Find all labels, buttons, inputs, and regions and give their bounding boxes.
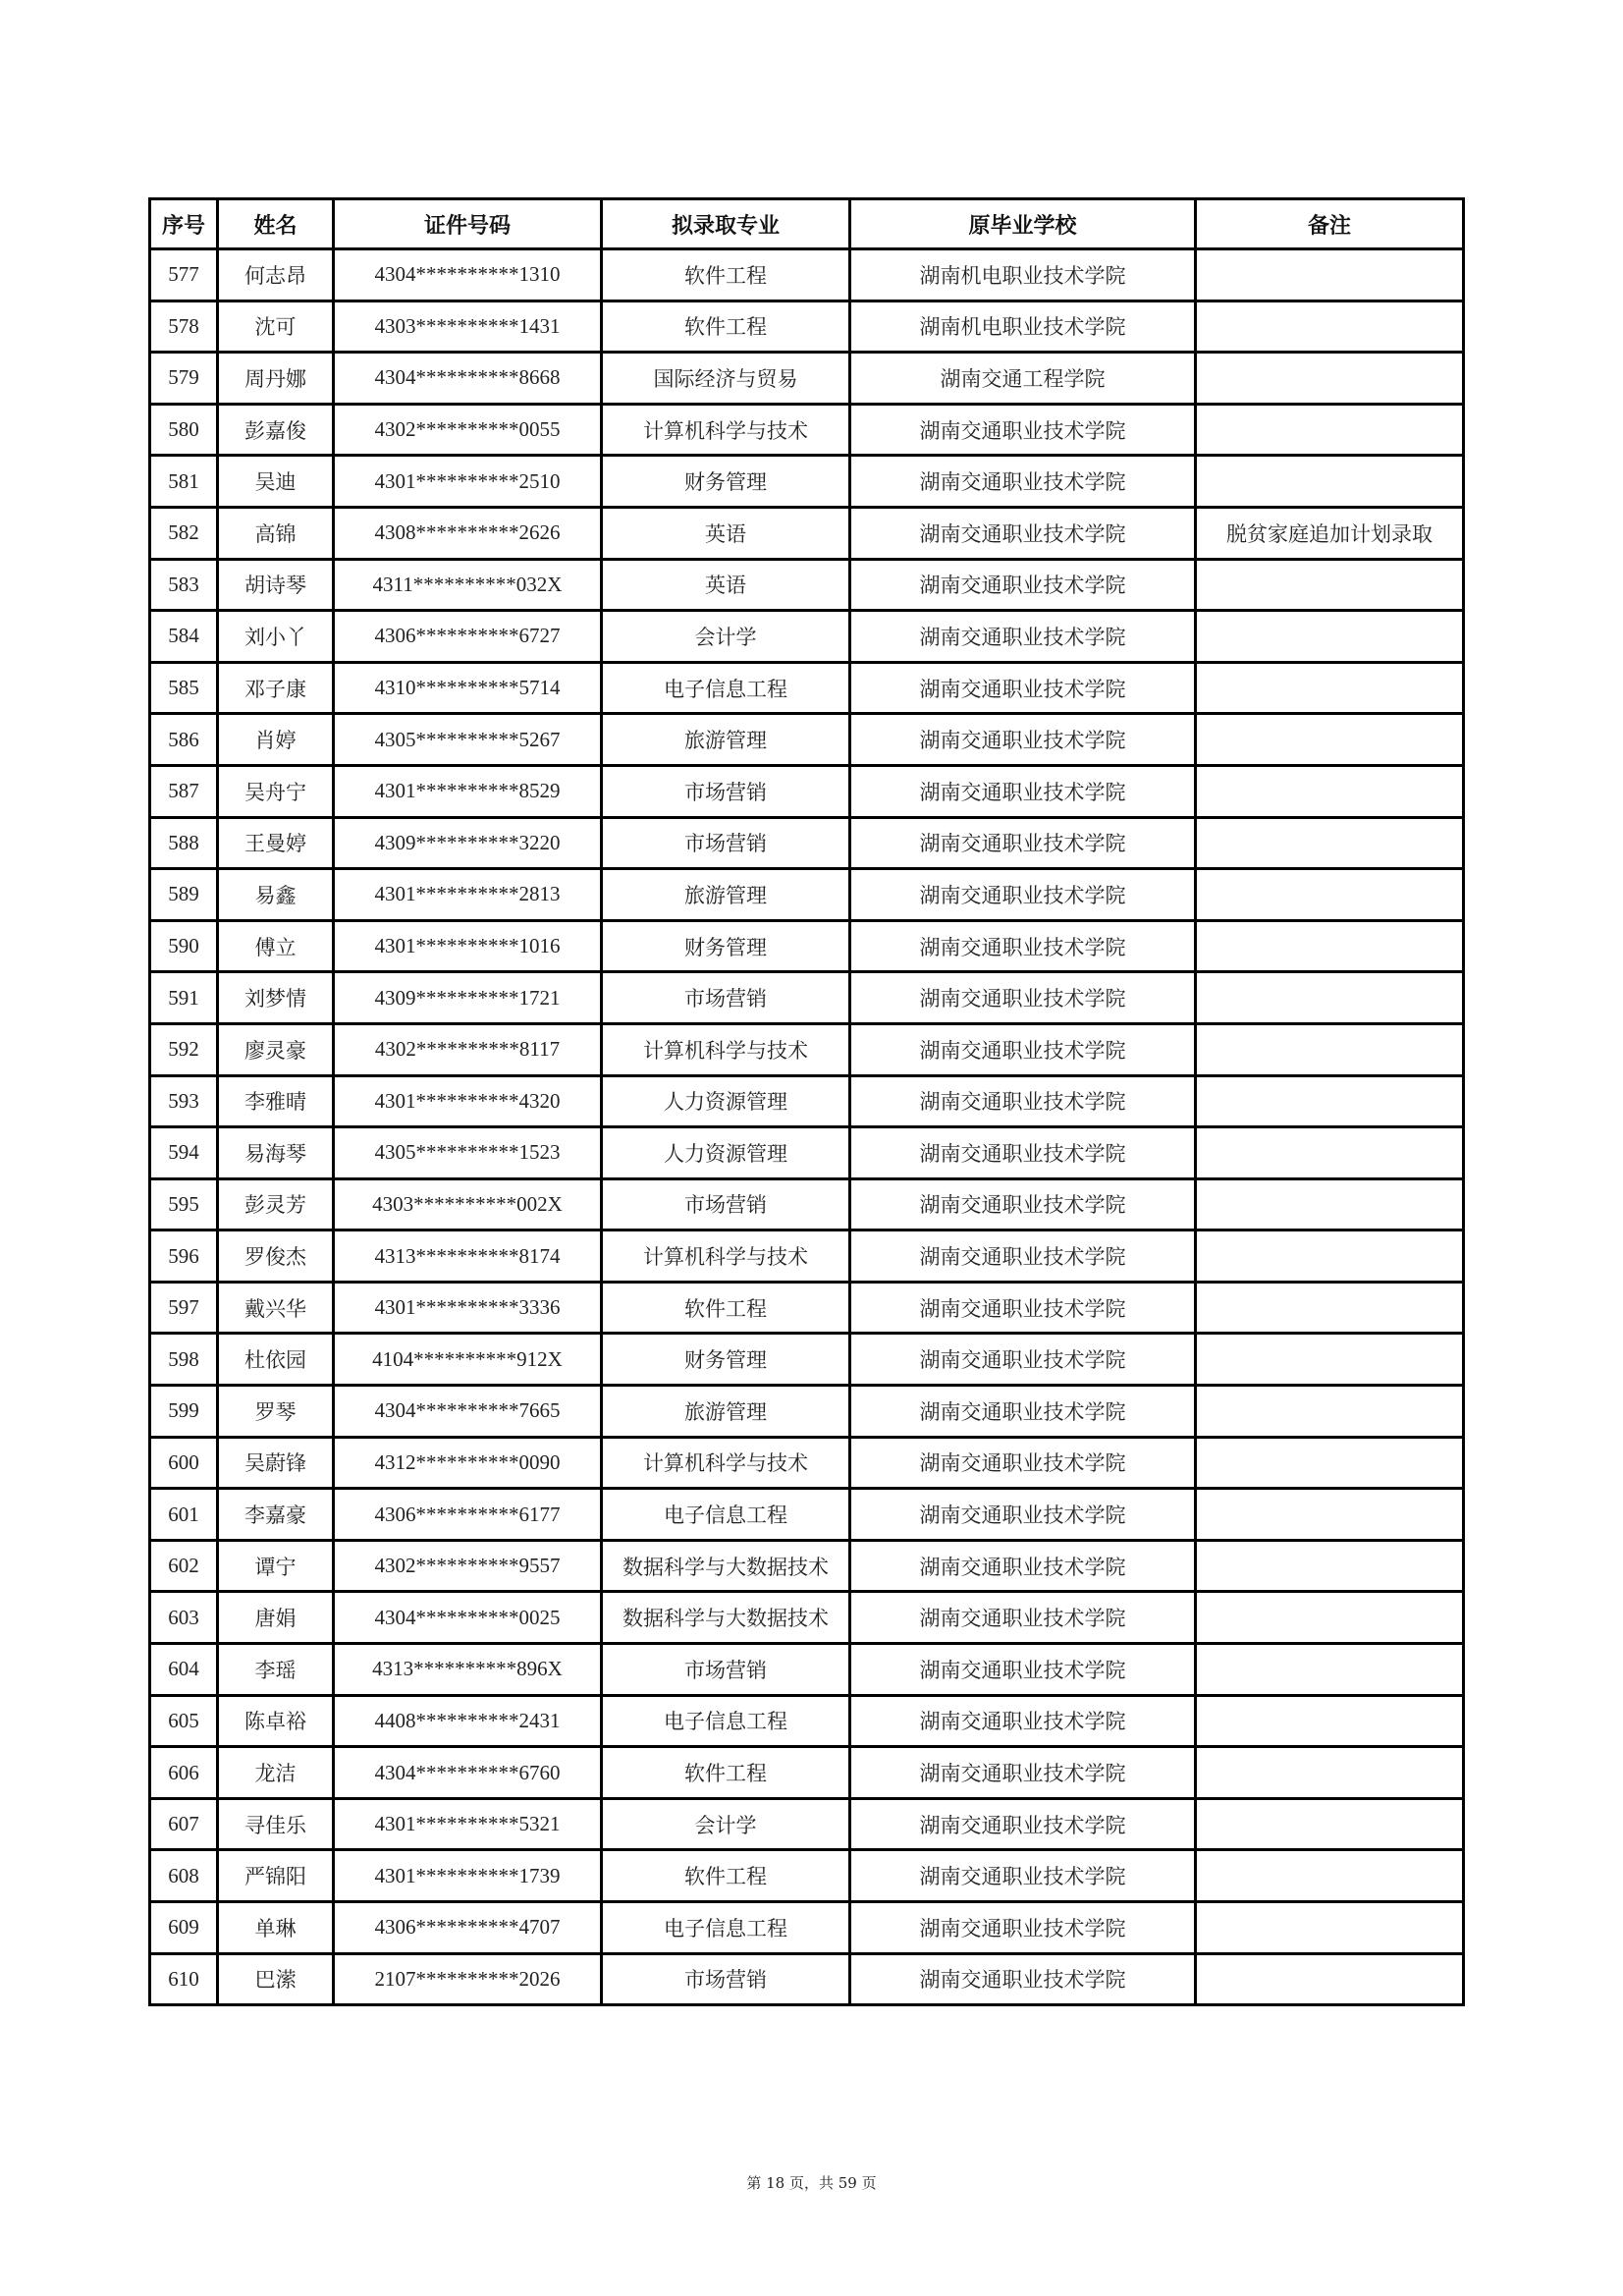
table-row <box>150 1075 1464 1127</box>
cell-seq: 595 <box>150 1178 218 1230</box>
cell-id-number: 4303**********1431 <box>334 301 602 353</box>
cell-note <box>1196 1644 1464 1696</box>
cell-name: 戴兴华 <box>218 1282 334 1334</box>
cell-school: 湖南交通职业技术学院 <box>850 662 1196 714</box>
cell-school: 湖南机电职业技术学院 <box>850 301 1196 353</box>
cell-note <box>1196 1282 1464 1334</box>
table-row <box>150 1695 1464 1747</box>
cell-seq: 594 <box>150 1127 218 1179</box>
cell-name: 彭嘉俊 <box>218 404 334 456</box>
cell-major: 财务管理 <box>602 456 850 508</box>
cell-id-number: 4302**********8117 <box>334 1023 602 1075</box>
cell-major: 数据科学与大数据技术 <box>602 1540 850 1592</box>
cell-note <box>1196 404 1464 456</box>
cell-name: 刘小丫 <box>218 611 334 663</box>
cell-school: 湖南交通职业技术学院 <box>850 507 1196 559</box>
cell-seq: 586 <box>150 714 218 766</box>
cell-id-number: 4306**********6177 <box>334 1489 602 1541</box>
admission-roster-table <box>148 197 1465 2006</box>
cell-name: 杜依园 <box>218 1334 334 1386</box>
cell-major: 市场营销 <box>602 1178 850 1230</box>
cell-id-number: 4311**********032X <box>334 559 602 611</box>
cell-major: 软件工程 <box>602 301 850 353</box>
cell-note <box>1196 765 1464 817</box>
cell-seq: 587 <box>150 765 218 817</box>
cell-school: 湖南交通职业技术学院 <box>850 714 1196 766</box>
cell-major: 会计学 <box>602 1798 850 1850</box>
cell-id-number: 4312**********0090 <box>334 1437 602 1489</box>
cell-id-number: 4308**********2626 <box>334 507 602 559</box>
cell-seq: 578 <box>150 301 218 353</box>
cell-seq: 598 <box>150 1334 218 1386</box>
cell-name: 李雅晴 <box>218 1075 334 1127</box>
cell-id-number: 4408**********2431 <box>334 1695 602 1747</box>
header-id-number: 证件号码 <box>334 199 602 249</box>
header-major: 拟录取专业 <box>602 199 850 249</box>
cell-note <box>1196 1953 1464 2005</box>
table-row <box>150 1023 1464 1075</box>
cell-seq: 577 <box>150 249 218 301</box>
table-row <box>150 1127 1464 1179</box>
cell-note <box>1196 559 1464 611</box>
cell-note <box>1196 1127 1464 1179</box>
cell-major: 人力资源管理 <box>602 1075 850 1127</box>
cell-note <box>1196 1902 1464 1954</box>
cell-seq: 591 <box>150 972 218 1024</box>
table-row <box>150 404 1464 456</box>
table-row <box>150 920 1464 972</box>
cell-id-number: 4302**********0055 <box>334 404 602 456</box>
cell-seq: 579 <box>150 353 218 405</box>
table-row <box>150 817 1464 869</box>
cell-note <box>1196 1798 1464 1850</box>
cell-seq: 580 <box>150 404 218 456</box>
cell-note <box>1196 353 1464 405</box>
cell-name: 单琳 <box>218 1902 334 1954</box>
cell-note <box>1196 249 1464 301</box>
cell-school: 湖南交通职业技术学院 <box>850 920 1196 972</box>
table-row <box>150 507 1464 559</box>
table-row <box>150 1334 1464 1386</box>
cell-school: 湖南交通职业技术学院 <box>850 1592 1196 1644</box>
cell-name: 严锦阳 <box>218 1850 334 1902</box>
cell-seq: 592 <box>150 1023 218 1075</box>
cell-major: 软件工程 <box>602 1747 850 1799</box>
cell-major: 英语 <box>602 507 850 559</box>
cell-name: 肖婷 <box>218 714 334 766</box>
cell-school: 湖南交通职业技术学院 <box>850 972 1196 1024</box>
cell-seq: 600 <box>150 1437 218 1489</box>
table-row <box>150 1437 1464 1489</box>
cell-major: 旅游管理 <box>602 1386 850 1438</box>
cell-seq: 602 <box>150 1540 218 1592</box>
cell-major: 计算机科学与技术 <box>602 1230 850 1283</box>
cell-note <box>1196 1178 1464 1230</box>
cell-seq: 593 <box>150 1075 218 1127</box>
cell-seq: 610 <box>150 1953 218 2005</box>
cell-id-number: 4310**********5714 <box>334 662 602 714</box>
cell-major: 软件工程 <box>602 1850 850 1902</box>
cell-seq: 607 <box>150 1798 218 1850</box>
cell-school: 湖南交通职业技术学院 <box>850 1902 1196 1954</box>
cell-seq: 603 <box>150 1592 218 1644</box>
cell-note <box>1196 1334 1464 1386</box>
cell-id-number: 4301**********2510 <box>334 456 602 508</box>
cell-name: 彭灵芳 <box>218 1178 334 1230</box>
cell-id-number: 4302**********9557 <box>334 1540 602 1592</box>
cell-id-number: 4301**********2813 <box>334 869 602 921</box>
cell-id-number: 4301**********8529 <box>334 765 602 817</box>
cell-major: 市场营销 <box>602 765 850 817</box>
table-row <box>150 1644 1464 1696</box>
table-row <box>150 1489 1464 1541</box>
cell-note <box>1196 611 1464 663</box>
cell-school: 湖南交通职业技术学院 <box>850 1540 1196 1592</box>
cell-name: 王曼婷 <box>218 817 334 869</box>
cell-note <box>1196 1386 1464 1438</box>
table-row <box>150 1386 1464 1438</box>
cell-name: 陈卓裕 <box>218 1695 334 1747</box>
cell-seq: 609 <box>150 1902 218 1954</box>
cell-school: 湖南交通职业技术学院 <box>850 1798 1196 1850</box>
table-row <box>150 972 1464 1024</box>
cell-seq: 582 <box>150 507 218 559</box>
cell-id-number: 4304**********8668 <box>334 353 602 405</box>
cell-major: 财务管理 <box>602 1334 850 1386</box>
cell-id-number: 4301**********4320 <box>334 1075 602 1127</box>
cell-seq: 589 <box>150 869 218 921</box>
cell-id-number: 4303**********002X <box>334 1178 602 1230</box>
cell-school: 湖南交通职业技术学院 <box>850 869 1196 921</box>
cell-school: 湖南交通职业技术学院 <box>850 1953 1196 2005</box>
cell-note <box>1196 714 1464 766</box>
table-body <box>150 249 1464 2005</box>
cell-major: 人力资源管理 <box>602 1127 850 1179</box>
header-school: 原毕业学校 <box>850 199 1196 249</box>
cell-name: 易海琴 <box>218 1127 334 1179</box>
cell-major: 软件工程 <box>602 1282 850 1334</box>
cell-school: 湖南交通职业技术学院 <box>850 456 1196 508</box>
cell-school: 湖南交通职业技术学院 <box>850 611 1196 663</box>
cell-note <box>1196 662 1464 714</box>
cell-id-number: 4309**********1721 <box>334 972 602 1024</box>
cell-name: 寻佳乐 <box>218 1798 334 1850</box>
cell-major: 旅游管理 <box>602 714 850 766</box>
table-row <box>150 1540 1464 1592</box>
table-row <box>150 559 1464 611</box>
cell-school: 湖南交通职业技术学院 <box>850 1437 1196 1489</box>
cell-seq: 584 <box>150 611 218 663</box>
cell-note <box>1196 301 1464 353</box>
cell-name: 刘梦情 <box>218 972 334 1024</box>
cell-major: 电子信息工程 <box>602 662 850 714</box>
table-row <box>150 301 1464 353</box>
cell-id-number: 4304**********7665 <box>334 1386 602 1438</box>
cell-school: 湖南交通职业技术学院 <box>850 1334 1196 1386</box>
cell-seq: 588 <box>150 817 218 869</box>
cell-id-number: 4304**********0025 <box>334 1592 602 1644</box>
table-row <box>150 1178 1464 1230</box>
cell-major: 市场营销 <box>602 1953 850 2005</box>
table-row <box>150 249 1464 301</box>
cell-note <box>1196 1075 1464 1127</box>
table-row <box>150 869 1464 921</box>
cell-seq: 605 <box>150 1695 218 1747</box>
cell-note <box>1196 1747 1464 1799</box>
header-note: 备注 <box>1196 199 1464 249</box>
table-row <box>150 456 1464 508</box>
cell-seq: 604 <box>150 1644 218 1696</box>
table-row <box>150 353 1464 405</box>
cell-note <box>1196 1230 1464 1283</box>
cell-major: 国际经济与贸易 <box>602 353 850 405</box>
cell-name: 巴潆 <box>218 1953 334 2005</box>
cell-major: 数据科学与大数据技术 <box>602 1592 850 1644</box>
table-row <box>150 1747 1464 1799</box>
table-row <box>150 1902 1464 1954</box>
table-row <box>150 1798 1464 1850</box>
cell-major: 计算机科学与技术 <box>602 404 850 456</box>
cell-school: 湖南交通职业技术学院 <box>850 1178 1196 1230</box>
cell-major: 市场营销 <box>602 1644 850 1696</box>
header-seq: 序号 <box>150 199 218 249</box>
cell-id-number: 4304**********6760 <box>334 1747 602 1799</box>
cell-seq: 581 <box>150 456 218 508</box>
table-row <box>150 765 1464 817</box>
cell-id-number: 4301**********1739 <box>334 1850 602 1902</box>
cell-major: 财务管理 <box>602 920 850 972</box>
cell-school: 湖南交通职业技术学院 <box>850 1023 1196 1075</box>
cell-name: 何志昂 <box>218 249 334 301</box>
cell-id-number: 4305**********5267 <box>334 714 602 766</box>
cell-seq: 583 <box>150 559 218 611</box>
cell-note: 脱贫家庭追加计划录取 <box>1196 507 1464 559</box>
cell-school: 湖南交通职业技术学院 <box>850 1489 1196 1541</box>
cell-seq: 606 <box>150 1747 218 1799</box>
cell-name: 吴迪 <box>218 456 334 508</box>
cell-note <box>1196 1850 1464 1902</box>
cell-school: 湖南机电职业技术学院 <box>850 249 1196 301</box>
cell-major: 电子信息工程 <box>602 1489 850 1541</box>
cell-name: 罗俊杰 <box>218 1230 334 1283</box>
cell-name: 吴舟宁 <box>218 765 334 817</box>
cell-major: 会计学 <box>602 611 850 663</box>
table-row <box>150 1282 1464 1334</box>
header-name: 姓名 <box>218 199 334 249</box>
cell-name: 沈可 <box>218 301 334 353</box>
cell-major: 电子信息工程 <box>602 1902 850 1954</box>
cell-name: 廖灵豪 <box>218 1023 334 1075</box>
cell-name: 罗琴 <box>218 1386 334 1438</box>
cell-name: 谭宁 <box>218 1540 334 1592</box>
cell-seq: 608 <box>150 1850 218 1902</box>
cell-seq: 601 <box>150 1489 218 1541</box>
table-row <box>150 611 1464 663</box>
table-row <box>150 1850 1464 1902</box>
cell-name: 高锦 <box>218 507 334 559</box>
cell-seq: 585 <box>150 662 218 714</box>
cell-name: 易鑫 <box>218 869 334 921</box>
cell-school: 湖南交通职业技术学院 <box>850 1282 1196 1334</box>
cell-note <box>1196 920 1464 972</box>
table-row <box>150 714 1464 766</box>
cell-note <box>1196 1489 1464 1541</box>
cell-major: 市场营销 <box>602 972 850 1024</box>
page-footer: 第 18 页，共 59 页 <box>746 2174 877 2192</box>
cell-major: 计算机科学与技术 <box>602 1437 850 1489</box>
cell-note <box>1196 1540 1464 1592</box>
cell-school: 湖南交通职业技术学院 <box>850 765 1196 817</box>
cell-seq: 596 <box>150 1230 218 1283</box>
cell-major: 英语 <box>602 559 850 611</box>
cell-id-number: 4313**********8174 <box>334 1230 602 1283</box>
table-row <box>150 1592 1464 1644</box>
table-row <box>150 1230 1464 1283</box>
cell-id-number: 4301**********1016 <box>334 920 602 972</box>
cell-name: 龙洁 <box>218 1747 334 1799</box>
cell-school: 湖南交通职业技术学院 <box>850 404 1196 456</box>
cell-school: 湖南交通职业技术学院 <box>850 1850 1196 1902</box>
cell-seq: 597 <box>150 1282 218 1334</box>
cell-note <box>1196 1023 1464 1075</box>
cell-id-number: 4301**********3336 <box>334 1282 602 1334</box>
cell-note <box>1196 1695 1464 1747</box>
cell-note <box>1196 456 1464 508</box>
cell-school: 湖南交通职业技术学院 <box>850 1230 1196 1283</box>
cell-name: 周丹娜 <box>218 353 334 405</box>
cell-name: 吴蔚锋 <box>218 1437 334 1489</box>
cell-school: 湖南交通职业技术学院 <box>850 1386 1196 1438</box>
cell-name: 李瑶 <box>218 1644 334 1696</box>
cell-name: 李嘉豪 <box>218 1489 334 1541</box>
cell-school: 湖南交通职业技术学院 <box>850 1747 1196 1799</box>
cell-id-number: 4305**********1523 <box>334 1127 602 1179</box>
table-header-row <box>150 199 1464 249</box>
cell-note <box>1196 869 1464 921</box>
cell-school: 湖南交通职业技术学院 <box>850 1075 1196 1127</box>
cell-id-number: 2107**********2026 <box>334 1953 602 2005</box>
cell-id-number: 4306**********6727 <box>334 611 602 663</box>
cell-major: 软件工程 <box>602 249 850 301</box>
cell-name: 傅立 <box>218 920 334 972</box>
table-row <box>150 1953 1464 2005</box>
cell-note <box>1196 1592 1464 1644</box>
cell-name: 邓子康 <box>218 662 334 714</box>
cell-id-number: 4309**********3220 <box>334 817 602 869</box>
cell-school: 湖南交通职业技术学院 <box>850 559 1196 611</box>
cell-id-number: 4306**********4707 <box>334 1902 602 1954</box>
cell-name: 唐娟 <box>218 1592 334 1644</box>
cell-seq: 590 <box>150 920 218 972</box>
cell-id-number: 4104**********912X <box>334 1334 602 1386</box>
cell-major: 市场营销 <box>602 817 850 869</box>
cell-school: 湖南交通职业技术学院 <box>850 1695 1196 1747</box>
cell-seq: 599 <box>150 1386 218 1438</box>
cell-name: 胡诗琴 <box>218 559 334 611</box>
cell-major: 旅游管理 <box>602 869 850 921</box>
cell-id-number: 4313**********896X <box>334 1644 602 1696</box>
cell-school: 湖南交通职业技术学院 <box>850 817 1196 869</box>
cell-major: 电子信息工程 <box>602 1695 850 1747</box>
cell-id-number: 4301**********5321 <box>334 1798 602 1850</box>
cell-id-number: 4304**********1310 <box>334 249 602 301</box>
cell-major: 计算机科学与技术 <box>602 1023 850 1075</box>
cell-school: 湖南交通职业技术学院 <box>850 1644 1196 1696</box>
cell-note <box>1196 817 1464 869</box>
cell-school: 湖南交通工程学院 <box>850 353 1196 405</box>
cell-note <box>1196 1437 1464 1489</box>
cell-school: 湖南交通职业技术学院 <box>850 1127 1196 1179</box>
cell-note <box>1196 972 1464 1024</box>
table-row <box>150 662 1464 714</box>
